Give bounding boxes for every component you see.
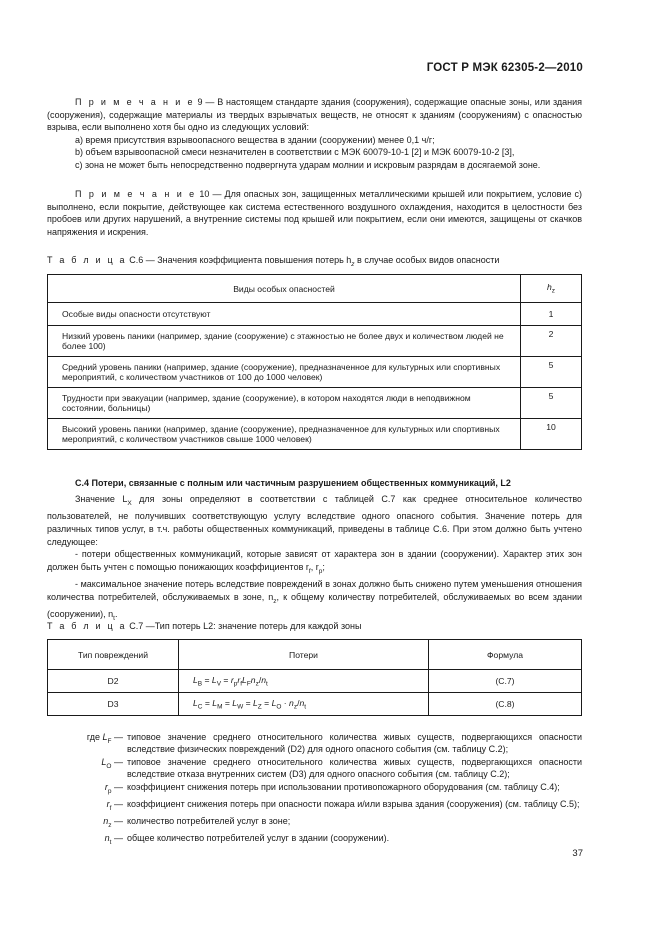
table-cell: 10 bbox=[521, 419, 582, 450]
standard-header: ГОСТ Р МЭК 62305-2—2010 bbox=[426, 62, 583, 74]
definition-item: $n_t$ — общее количество потребителей услуг в здании (сооружении). bbox=[104, 833, 390, 847]
formula-c7: $L_B = L_V = r_pr_fL_Fn_z/n_t$ bbox=[179, 670, 429, 693]
table-header: Тип повреждений bbox=[48, 640, 179, 670]
table-c7-caption: Т а б л и ц а С.7 —Тип потерь L2: значение потерь для каждой зоны bbox=[47, 621, 362, 631]
table-cell: (С.8) bbox=[429, 693, 582, 716]
section-c4-body: Значение $L_X$ для зоны определяют в соответствии с таблицей С.7 как среднее относительное количество пользователей, не получивших соответствующую услугу вследствие одного опасного события. Значение потерь для различных типов услуг, в т.ч. работы общественных коммуникаций, приведены в таблице С.6. При этом должно быть учтено следующее: - потери общественных коммуникаций, которые зависят от характера зон в здании (сооружении). Характер этих зон должен быть учтен с помощью понижающих коэффициентов $r_f$, $r_p$; - максимальное значение потерь вследствие повреждений в зонах должно быть снижено путем уменьшения отношения количества потребителей, обслуживаемых в зоне, $n_z$, к общему количеству потребителей, обслуживаемых во всем здании (сооружении), $n_t$. bbox=[47, 494, 583, 622]
table-cell: 1 bbox=[521, 303, 582, 326]
table-cell: Низкий уровень паники (например, здание (сооружение) с этажностью не более двух и количеством людей не более 100) bbox=[48, 326, 521, 357]
table-header: Потери bbox=[179, 640, 429, 670]
note-10 bbox=[47, 188, 582, 238]
table-cell: D3 bbox=[48, 693, 179, 716]
note-label: П р и м е ч а н и е bbox=[75, 97, 195, 107]
definition-item: $n_z$ — количество потребителей услуг в зоне; bbox=[103, 816, 291, 829]
definition-item: $L_O$ — типовое значение среднего относительного количества живых существ, подвергающихся опасности вследствие отказа внутренних систем (D3) для одного опасного события (см. таблицу С.2); bbox=[101, 756, 582, 780]
note-label: П р и м е ч а н и е bbox=[75, 189, 197, 199]
table-header: $h_z$ bbox=[521, 275, 582, 303]
table-c6-caption: Т а б л и ц а С.6 — Значения коэффициента повышения потерь $h_z$ в случае особых видов опасности bbox=[47, 255, 500, 268]
table-cell: Высокий уровень паники (например, здание (сооружение), предназначенное для культурных или спортивных мероприятий, с количеством участников свыше 1000 человек) bbox=[48, 419, 521, 450]
note-9 bbox=[47, 96, 582, 172]
note-item-c: с) зона не может быть непосредственно подвергнута ударам молнии и искровым разрядам в досягаемой зоне. bbox=[75, 159, 541, 170]
definition-item: где $L_F$ — типовое значение среднего относительного количества живых существ, подвергающихся опасности вследствие физических повреждений (D2) для одного опасного события (см. таблицу С.2); bbox=[86, 732, 582, 755]
table-cell: Трудности при эвакуации (например, здание (сооружение), в котором находятся люди в неподвижном состоянии, больницы) bbox=[48, 388, 521, 419]
note-item-b: b) объем взрывоопасной смеси незначителен в соответствии с МЭК 60079-10-1 [2] и МЭК 60079-10-2 [3], bbox=[75, 147, 515, 158]
note-text: 9 — В настоящем стандарте здания (сооружения), содержащие опасные зоны, или здания (сооружения), содержащие материалы из твердых взрывчатых веществ, не относят к зданиям (сооружениям) с опасностью взрыва, если выполнено хотя бы одно из следующих условий: bbox=[47, 97, 582, 133]
table-c6 bbox=[47, 274, 582, 450]
note-text: 10 — Для опасных зон, защищенных металлическими крышей или покрытием, условие с) выполнено, если покрытие, действующее как система естественного воздушного охлаждения, находится в целостности без пробоев или других нарушений, а внутренние системы под крышей или покрытием, если они имеются, защищены от скачков напряжения и искрения. bbox=[47, 189, 582, 237]
note-item-a: а) время присутствия взрывоопасного вещества в здании (сооружении) менее 0,1 ч/г; bbox=[75, 134, 435, 145]
page-number: 37 bbox=[572, 848, 583, 859]
definition-item: $r_f$ — коэффициент снижения потерь при опасности пожара и/или взрыва здания (сооружения) (см. таблицу С.5); bbox=[106, 798, 580, 812]
table-cell: Средний уровень паники (например, здание (сооружение), предназначенное для культурных или спортивных мероприятий, с количеством участников от 100 до 1000 человек) bbox=[48, 357, 521, 388]
table-header: Виды особых опасностей bbox=[48, 275, 521, 303]
table-header: Формула bbox=[429, 640, 582, 670]
table-c7 bbox=[47, 639, 582, 716]
definitions-list bbox=[47, 731, 582, 849]
table-cell: D2 bbox=[48, 670, 179, 693]
definition-item: $r_p$ — коэффициент снижения потерь при использовании противопожарного оборудования (см. таблицу С.4); bbox=[104, 781, 560, 795]
table-cell: 2 bbox=[521, 326, 582, 357]
table-cell: 5 bbox=[521, 388, 582, 419]
section-c4-title: С.4 Потери, связанные с полным или частичным разрушением общественных коммуникаций, L2 bbox=[75, 478, 511, 488]
table-cell: (С.7) bbox=[429, 670, 582, 693]
table-cell: Особые виды опасности отсутствуют bbox=[48, 303, 521, 326]
formula-c8: $L_C = L_M = L_W = L_Z = L_O \cdot n_z/n_t$ bbox=[179, 693, 429, 716]
table-cell: 5 bbox=[521, 357, 582, 388]
